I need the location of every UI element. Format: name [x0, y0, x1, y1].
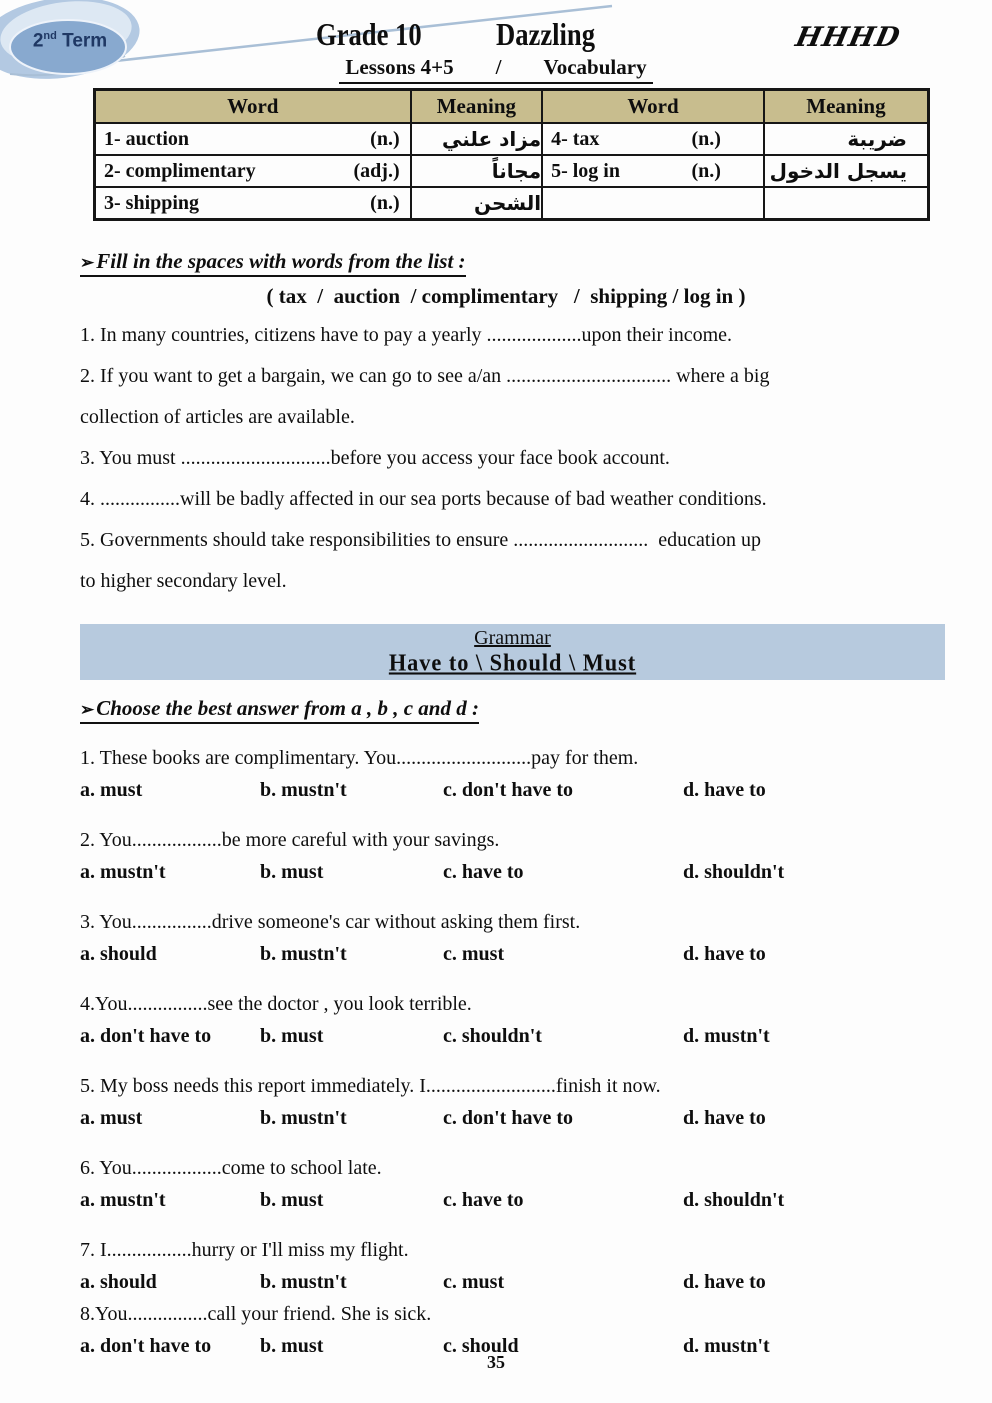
- option-c: c. should: [443, 1335, 519, 1357]
- word-cell: [543, 160, 763, 183]
- option-b: b. must: [260, 1335, 324, 1357]
- question-text: 7. I.................hurry or I'll miss my flight.: [80, 1239, 409, 1261]
- fill-question-2-line-2: collection of articles are available.: [80, 406, 355, 428]
- column-header-meaning-1: Meaning: [411, 90, 542, 124]
- option-d: d. mustn't: [683, 1335, 770, 1357]
- option-d: d. mustn't: [683, 1025, 770, 1047]
- question-text: 6. You..................come to school late.: [80, 1157, 382, 1179]
- question-options: [80, 938, 930, 970]
- pointer-bullet-icon: ➢: [80, 700, 95, 719]
- question-text: 5. My boss needs this report immediately. I..........................finish it now.: [80, 1075, 661, 1097]
- grammar-banner: [80, 624, 945, 680]
- option-a: a. must: [80, 1107, 143, 1129]
- choose-section-heading-text: [80, 696, 479, 724]
- option-c: c. have to: [443, 1189, 524, 1211]
- word-text: 5- log in: [551, 159, 620, 182]
- grammar-question-3: [80, 906, 930, 970]
- option-c: c. must: [443, 1271, 505, 1293]
- grammar-banner-title: Grammar: [474, 627, 551, 649]
- table-row: [95, 187, 929, 220]
- option-c: c. have to: [443, 861, 524, 883]
- term-number: 2: [32, 30, 44, 52]
- grammar-question-list: [80, 742, 930, 1362]
- word-cell: [96, 160, 410, 183]
- subtitle-separator: /: [495, 55, 502, 79]
- option-a: a. mustn't: [80, 1189, 166, 1211]
- option-c: c. don't have to: [443, 1107, 573, 1129]
- option-b: b. must: [260, 861, 324, 883]
- meaning-cell: الشحن: [411, 187, 542, 220]
- fill-heading-label: Fill in the spaces with words from the list :: [96, 249, 466, 273]
- fill-question-5-line-2: to higher secondary level.: [80, 570, 287, 592]
- option-b: b. mustn't: [260, 943, 347, 965]
- question-options: [80, 856, 930, 888]
- option-c: c. must: [443, 943, 505, 965]
- option-b: b. must: [260, 1189, 324, 1211]
- fill-question-2-line-1: 2. If you want to get a bargain, we can go to see a/an ................................. where a big: [80, 365, 770, 387]
- grammar-question-1: [80, 742, 930, 806]
- grade-title: Grade 10: [316, 18, 422, 53]
- question-options: [80, 774, 930, 806]
- word-text: 3- shipping: [104, 191, 200, 214]
- grammar-question-5: [80, 1070, 930, 1134]
- word-cell: [96, 192, 410, 215]
- term-badge: [20, 30, 120, 52]
- grammar-question-7: [80, 1234, 930, 1298]
- option-a: a. don't have to: [80, 1335, 212, 1357]
- option-a: a. don't have to: [80, 1025, 212, 1047]
- option-a: a. should: [80, 1271, 157, 1293]
- column-header-meaning-2: Meaning: [764, 90, 929, 124]
- table-row: [95, 123, 929, 155]
- option-a: a. should: [80, 943, 157, 965]
- author-signature: HHHD: [792, 22, 904, 53]
- lessons-label: Lessons 4+5: [345, 55, 454, 79]
- word-bank: ( tax / auction / complimentary / shipping / log in ): [266, 284, 746, 308]
- fill-question-1: 1. In many countries, citizens have to pay a yearly ...................upon their income.: [80, 324, 733, 346]
- table-row: [95, 155, 929, 187]
- word-text: 4- tax: [551, 127, 600, 150]
- question-text: 4.You................see the doctor , you look terrible.: [80, 993, 472, 1015]
- lesson-subtitle: [0, 55, 992, 84]
- question-options: [80, 1020, 930, 1052]
- part-of-speech: (adj.): [353, 159, 400, 182]
- meaning-cell: يسجل الدخول: [764, 155, 929, 187]
- column-header-word-1: Word: [95, 90, 411, 124]
- word-cell: [96, 128, 410, 151]
- grammar-question-4: [80, 988, 930, 1052]
- term-ordinal-suffix: nd: [43, 30, 57, 42]
- fill-section-heading-text: [80, 249, 466, 277]
- meaning-cell: ضريبة: [764, 123, 929, 155]
- meaning-cell: مجاناً: [411, 155, 542, 187]
- word-text: 1- auction: [104, 127, 189, 150]
- fill-question-4: 4. ................will be badly affected in our sea ports because of bad weather conditions.: [80, 488, 767, 510]
- option-c: c. shouldn't: [443, 1025, 542, 1047]
- question-text: 8.You................call your friend. She is sick.: [80, 1303, 432, 1325]
- fill-question-list: [80, 315, 930, 602]
- series-title: Dazzling: [496, 18, 596, 53]
- choose-heading-label: Choose the best answer from a , b , c and d :: [96, 696, 479, 720]
- option-c: c. don't have to: [443, 779, 573, 801]
- term-word: Term: [56, 30, 108, 52]
- option-b: b. mustn't: [260, 779, 347, 801]
- fill-question-5-line-1: 5. Governments should take responsibilities to ensure ........................... education up: [80, 529, 762, 551]
- column-header-word-2: Word: [542, 90, 764, 124]
- option-d: d. shouldn't: [683, 1189, 785, 1211]
- part-of-speech: (n.): [691, 127, 721, 150]
- option-d: d. have to: [683, 1107, 766, 1129]
- question-options: [80, 1184, 930, 1216]
- grammar-banner-subtitle: Have to \ Should \ Must: [388, 649, 637, 676]
- page-header: [0, 0, 992, 88]
- option-d: d. have to: [683, 779, 766, 801]
- pointer-bullet-icon: ➢: [80, 253, 95, 272]
- option-b: b. mustn't: [260, 1107, 347, 1129]
- part-of-speech: (n.): [691, 159, 721, 182]
- grammar-question-6: [80, 1152, 930, 1216]
- option-b: b. must: [260, 1025, 324, 1047]
- fill-section-heading: [80, 249, 930, 277]
- question-options: [80, 1102, 930, 1134]
- question-text: 1. These books are complimentary. You...........................pay for them.: [80, 747, 639, 769]
- question-text: 2. You..................be more careful with your savings.: [80, 829, 500, 851]
- part-of-speech: (n.): [370, 191, 400, 214]
- option-a: a. mustn't: [80, 861, 166, 883]
- option-d: d. have to: [683, 1271, 766, 1293]
- option-d: d. shouldn't: [683, 861, 785, 883]
- option-a: a. must: [80, 779, 143, 801]
- question-text: 3. You................drive someone's car without asking them first.: [80, 911, 581, 933]
- meaning-cell: مزاد علني: [411, 123, 542, 155]
- option-b: b. mustn't: [260, 1271, 347, 1293]
- option-d: d. have to: [683, 943, 766, 965]
- fill-question-3: 3. You must ..............................before you access your face book account.: [80, 447, 670, 469]
- word-cell: [543, 128, 763, 151]
- question-options: [80, 1266, 930, 1298]
- page-number: 35: [487, 1352, 505, 1372]
- page-content: [0, 88, 992, 1362]
- lesson-subtitle-text: [339, 55, 652, 84]
- grammar-question-2: [80, 824, 930, 888]
- choose-section-heading: [80, 696, 930, 724]
- word-text: 2- complimentary: [104, 159, 256, 182]
- topic-label: Vocabulary: [543, 55, 647, 79]
- meaning-cell: [764, 187, 929, 220]
- part-of-speech: (n.): [370, 127, 400, 150]
